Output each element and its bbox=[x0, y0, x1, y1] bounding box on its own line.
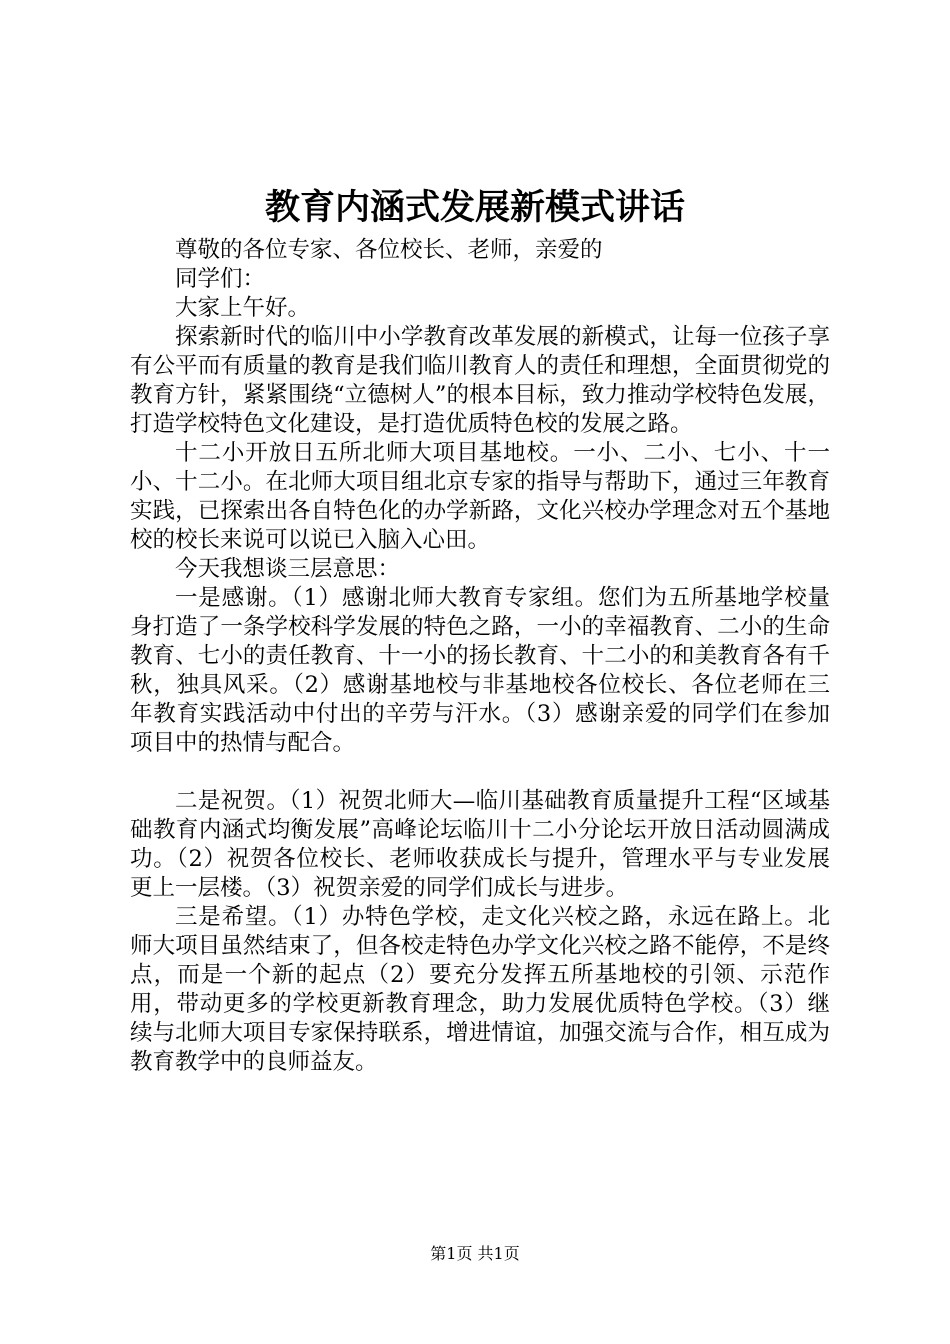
body-paragraph: 一是感谢。（1）感谢北师大教育专家组。您们为五所基地学校量身打造了一条学校科学发展的特色之路，一小的幸福教育、二小的生命教育、七小的责任教育、十一小的扬长教育、十二小的和美教育各有千秋，独具风采。（2）感谢基地校与非基地校各位校长、各位老师在三年教育实践活动中付出的辛劳与汗水。（3）感谢亲爱的同学们在参加项目中的热情与配合。 bbox=[130, 585, 830, 756]
body-paragraph: 今天我想谈三层意思： bbox=[175, 556, 401, 582]
body-paragraph: 探索新时代的临川中小学教育改革发展的新模式，让每一位孩子享有公平而有质量的教育是我们临川教育人的责任和理想，全面贯彻党的教育方针，紧紧围绕“立德树人”的根本目标，致力推动学校特色发展，打造学校特色文化建设，是打造优质特色校的发展之路。 bbox=[130, 324, 830, 437]
greeting-paragraph: 大家上午好。 bbox=[175, 295, 311, 321]
salutation-line: 尊敬的各位专家、各位校长、老师，亲爱的 bbox=[175, 237, 603, 263]
document-body bbox=[130, 236, 830, 1077]
document-title: 教育内涵式发展新模式讲话 bbox=[264, 187, 685, 228]
page-number-footer: 第1页 共1页 bbox=[430, 1244, 520, 1263]
body-paragraph: 二是祝贺。（1）祝贺北师大—临川基础教育质量提升工程“区域基础教育内涵式均衡发展”高峰论坛临川十二小分论坛开放日活动圆满成功。（2）祝贺各位校长、老师收获成长与提升，管理水平与专业发展更上一层楼。（3）祝贺亲爱的同学们成长与进步。 bbox=[130, 788, 830, 901]
body-paragraph: 十二小开放日五所北师大项目基地校。一小、二小、七小、十一小、十二小。在北师大项目组北京专家的指导与帮助下，通过三年教育实践，已探索出各自特色化的办学新路，文化兴校办学理念对五个基地校的校长来说可以说已入脑入心田。 bbox=[130, 440, 830, 553]
body-paragraph: 三是希望。（1）办特色学校，走文化兴校之路，永远在路上。北师大项目虽然结束了，但各校走特色办学文化兴校之路不能停，不是终点，而是一个新的起点（2）要充分发挥五所基地校的引领、示范作用，带动更多的学校更新教育理念，助力发展优质特色学校。（3）继续与北师大项目专家保持联系，增进情谊，加强交流与合作，相互成为教育教学中的良师益友。 bbox=[130, 904, 830, 1075]
salutation-continuation: 同学们： bbox=[175, 266, 266, 292]
